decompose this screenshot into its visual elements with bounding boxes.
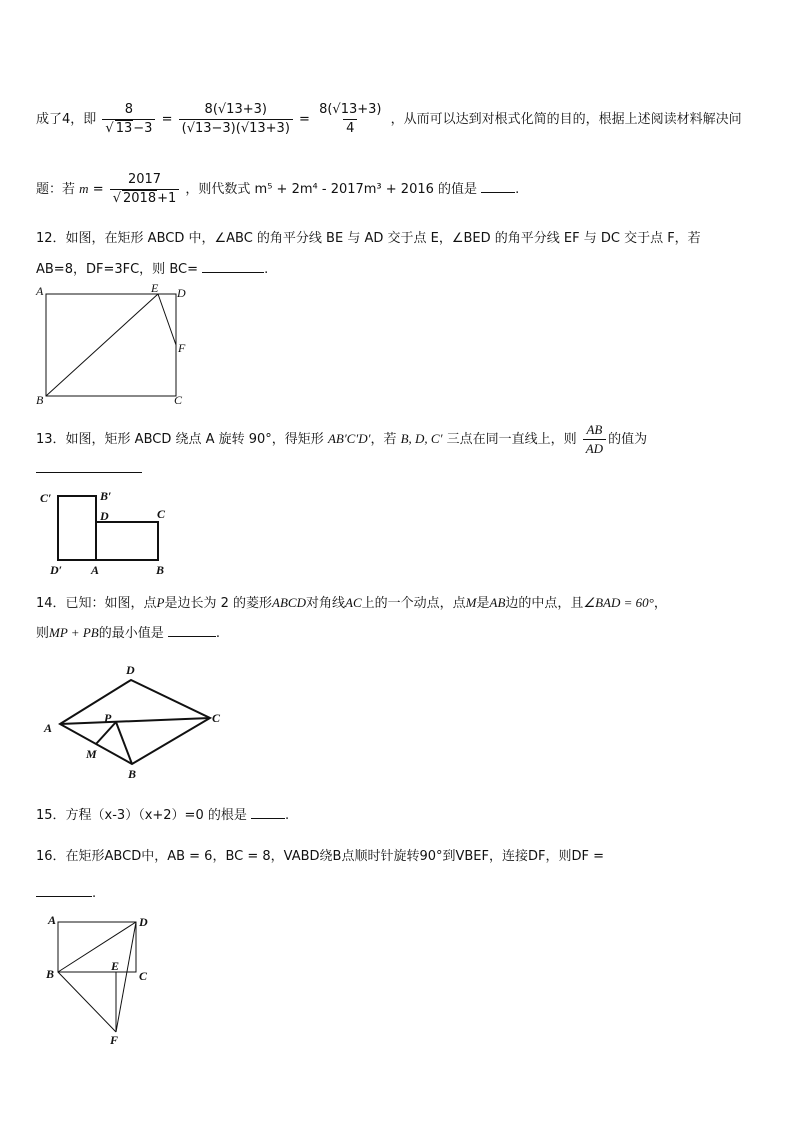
label-d: D [100, 509, 109, 523]
q14-text: ， [653, 596, 667, 611]
equals-sign: = [299, 112, 310, 127]
radicand: 13 [115, 121, 133, 136]
label-c: C [139, 969, 148, 983]
q13-text: 13．如图，矩形 ABCD 绕点 A 旋转 90°，得矩形 [36, 432, 324, 447]
radicand: 2018 [123, 191, 157, 206]
q13-text: ，若 [370, 432, 397, 447]
rhombus-name: ABCD [272, 595, 306, 610]
answer-blank [36, 460, 142, 473]
q14-text: 对角线 [306, 596, 346, 611]
answer-blank [168, 624, 216, 637]
equals-sign: = [161, 112, 173, 127]
answer-blank [36, 884, 92, 897]
intro-fraction-1 [102, 102, 155, 137]
label-d: D [177, 286, 186, 300]
point-p: P [156, 595, 165, 610]
fraction-denominator: (√13−3)(√13+3) [179, 119, 293, 137]
q14-text: 是边长为 2 的菱形 [164, 596, 273, 611]
rectangle-ab-c-d [58, 496, 96, 560]
q13-rectangle-name: AB′C′D′ [327, 431, 371, 446]
segment-be [46, 294, 158, 396]
label-c: C [157, 507, 166, 521]
fraction-numerator: AB [586, 422, 603, 437]
fraction-denominator: 4 [343, 119, 357, 137]
label-b: B [156, 563, 165, 577]
q13-text: 三点在同一直线上，则 [446, 432, 577, 447]
q14-text: 是 [476, 596, 490, 611]
q16-end: . [92, 886, 97, 901]
question-16-line-2 [36, 884, 96, 903]
label-a: A [48, 913, 57, 927]
label-m: M [86, 747, 97, 761]
label-c-prime: C′ [40, 491, 52, 505]
question-12-line-2 [36, 260, 268, 279]
fraction-numerator: 2017 [127, 172, 162, 187]
label-d-prime: D′ [50, 563, 63, 577]
q14-end: . [215, 626, 221, 641]
intro-line [36, 102, 742, 137]
equals-sign: = [92, 182, 108, 197]
label-f: F [110, 1033, 119, 1046]
q14-text: 14．已知：如图，点 [36, 596, 157, 611]
label-e: E [151, 282, 159, 295]
label-d: D [126, 663, 135, 677]
question-15-line [36, 806, 289, 825]
q12-text: AB=8，DF=3FC，则 BC= [36, 262, 198, 277]
q14-text: 则 [36, 626, 50, 641]
answer-blank [481, 180, 515, 193]
segment-pb [116, 722, 132, 764]
q15-end: . [285, 808, 290, 823]
label-b: B [128, 767, 137, 781]
fraction-denominator: AD [583, 439, 606, 457]
variable-m: m [79, 181, 89, 196]
label-f: F [178, 341, 186, 355]
label-e: E [111, 959, 120, 973]
label-d: D [139, 915, 148, 929]
intro-fraction-3 [316, 102, 384, 137]
question-14-line-2 [36, 624, 220, 643]
denominator-tail: −3 [133, 121, 153, 136]
q13-points: B, D, C′ [400, 431, 443, 446]
q14-text: 的最小值是 [98, 626, 164, 641]
label-b: B [46, 967, 55, 981]
q12-end: . [264, 262, 269, 277]
label-b-prime: B′ [100, 489, 112, 503]
fraction-denominator: √ 13−3 [102, 119, 155, 137]
answer-blank [251, 806, 285, 819]
q14-text: 上的一个动点，点 [361, 596, 466, 611]
q11-text: ，则代数式 m⁵ + 2m⁴ - 2017m³ + 2016 的值是 [185, 182, 478, 197]
side-name: AB [489, 595, 506, 610]
rectangle-abcd [96, 522, 158, 560]
question-16-line-1: 16．在矩形ABCD中，AB = 6，BC = 8，VABD绕B点顺时针旋转90°到VBEF，连接DF，则DF = [36, 849, 604, 864]
segment-bf [58, 972, 116, 1032]
point-m: M [465, 595, 477, 610]
rectangle-abcd [46, 294, 176, 396]
fraction-numerator: 8(√13+3) [319, 102, 382, 117]
diagonal-ac [60, 718, 210, 724]
fraction-numerator: 8 [124, 102, 134, 117]
q13-text: 的值为 [608, 432, 648, 447]
intro-prefix: 成了4，即 [36, 112, 97, 127]
label-b: B [36, 393, 44, 407]
segment-ef [158, 294, 176, 345]
q14-text: 边的中点，且 [505, 596, 584, 611]
figure-q13-rectangles [36, 488, 176, 578]
segment-mp [96, 722, 116, 744]
answer-blank [202, 260, 264, 273]
diagonal-name: AC [345, 595, 362, 610]
diagonal-bd [58, 922, 136, 972]
question-14-line-1 [36, 594, 667, 613]
question-13-line [36, 422, 647, 457]
label-c: C [212, 711, 221, 725]
q15-text: 15．方程（x-3）（x+2）=0 的根是 [36, 808, 247, 823]
label-a: A [91, 563, 100, 577]
figure-q14-rhombus [40, 660, 230, 786]
figure-q16-rectangle [42, 910, 172, 1046]
intro-fraction-2 [179, 102, 293, 137]
q11-end: . [515, 182, 520, 197]
label-p: P [104, 711, 112, 725]
label-c: C [174, 393, 183, 407]
q11-fraction [110, 172, 180, 207]
figure-q12-rectangle [34, 282, 194, 408]
label-a: A [36, 284, 44, 298]
q13-fraction [583, 422, 606, 457]
q11-prefix: 题：若 [36, 182, 76, 197]
denominator-tail: +1 [157, 191, 177, 206]
question-11-line [36, 172, 519, 207]
intro-suffix: ，从而可以达到对根式化简的目的，根据上述阅读材料解决问 [390, 112, 742, 127]
angle-condition: ∠BAD = 60° [583, 595, 654, 610]
question-12-line-1: 12．如图，在矩形 ABCD 中，∠ABC 的角平分线 BE 与 AD 交于点 E，∠BED 的角平分线 EF 与 DC 交于点 F，若 [36, 231, 701, 246]
q14-expression: MP + PB [49, 625, 99, 640]
segment-df [116, 922, 136, 1032]
fraction-denominator: √ 2018+1 [110, 189, 180, 207]
label-a: A [44, 721, 53, 735]
fraction-numerator: 8(√13+3) [204, 102, 267, 117]
